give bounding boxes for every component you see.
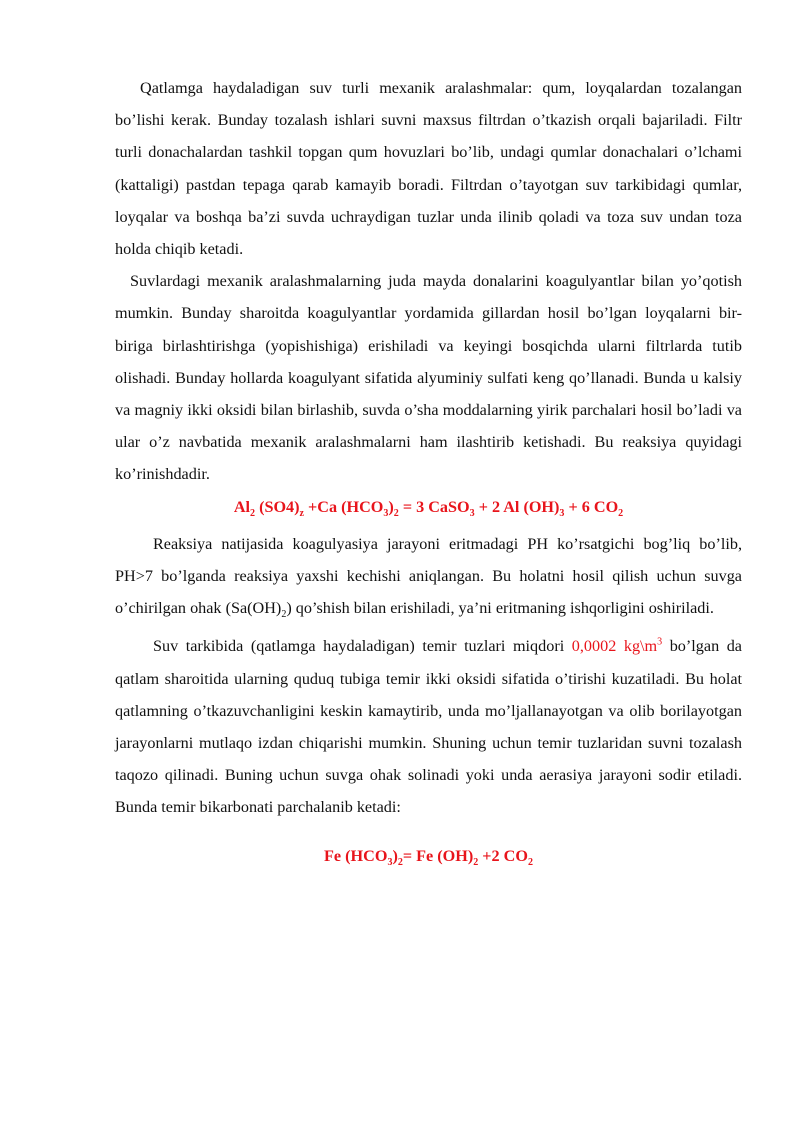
formula-subscript: 3 xyxy=(387,856,393,868)
iron-concentration-value: 0,0002 kg\m xyxy=(571,637,658,656)
unit-superscript: 3 xyxy=(657,637,663,649)
formula-subscript: 3 xyxy=(559,507,565,519)
formula-subscript: 2 xyxy=(527,856,533,868)
formula-part: + 6 CO xyxy=(564,497,619,516)
paragraph-text: Suv tarkibida (qatlamga haydaladigan) temir tuzlari miqdori xyxy=(153,637,572,656)
reaction-formula-iron-bicarbonate xyxy=(115,840,742,872)
paragraph-water-filtration: Qatlamga haydaladigan suv turli mexanik aralashmalar: qum, loyqalardan tozalangan bo’lishi kerak. Bunday tozalash ishlari suvni maxsus filtrdan o’tkazish orqali bajariladi. Filtr turli donachalardan tashkil topgan qum hovuzlari bo’lib, undagi qumlar donachalari o’lchami (kattaligi) pastdan tepaga qarab kamayib boradi. Filtrdan o’tayotgan suv tarkibidagi qumlar, loyqalar va boshqa ba’zi suvda uchraydigan tuzlar unda ilinib qoladi va toza suv undan toza holda chiqib ketadi. xyxy=(115,79,742,259)
formula-subscript: 2 xyxy=(397,856,403,868)
paragraph-iron-salts xyxy=(115,630,742,823)
formula-part: +2 CO xyxy=(478,846,528,865)
formula-subscript: 2 xyxy=(250,507,256,519)
formula-part: +Ca (HCO xyxy=(303,497,384,516)
formula-part: = 3 CaSO xyxy=(398,497,470,516)
paragraph-ph-reaction xyxy=(115,528,742,625)
formula-part: ) xyxy=(392,846,398,865)
formula-part: ) xyxy=(388,497,394,516)
formula-subscript: 2 xyxy=(473,856,479,868)
formula-part: + 2 Al (OH) xyxy=(474,497,560,516)
reaction-formula-aluminium-sulfate xyxy=(115,491,742,523)
formula-subscript: 3 xyxy=(383,507,389,519)
document-page xyxy=(115,72,742,872)
formula-part: Al xyxy=(233,497,250,516)
paragraph-text: bo’lgan da qatlam sharoitida ularning quduq tubiga temir ikki oksidi sifatida o’tirishi kuzatiladi. Bu holat qatlamning o’tkazuvchanligini keskin kamaytirib, unda mo’ljallanayotgan va olib borilayotgan jarayonlarni mutlaqo izdan chiqarishi mumkin. Shuning uchun temir tuzlaridan suvni tozalash taqozo qilinadi. Buning uchun suvga ohak solinadi yoki unda aerasiya jarayoni sodir etiladi. Bunda temir bikarbonati parchalanib ketadi: xyxy=(115,637,742,817)
paragraph-text: Reaksiya natijasida koagulyasiya jarayoni eritmadagi PH ko’rsatgichi bog’liq bo’lib, PH>7 bo’lganda reaksiya yaxshi kechishi aniqlangan. Bu holatni hosil qilish uchun suvga o’chirilgan ohak (Sa(OH) xyxy=(115,534,742,618)
formula-subscript: 2 xyxy=(393,507,399,519)
formula-subscript: 3 xyxy=(469,507,475,519)
formula-subscript: 2 xyxy=(281,609,287,621)
paragraph-text: ) qo’shish bilan erishiladi, ya’ni eritmaning ishqorligini oshiriladi. xyxy=(286,599,714,618)
formula-subscript: z xyxy=(299,507,304,519)
formula-subscript: 2 xyxy=(618,507,624,519)
formula-part: = Fe (OH) xyxy=(402,846,474,865)
formula-part: Fe (HCO xyxy=(324,846,388,865)
paragraph-coagulants: Suvlardagi mexanik aralashmalarning juda mayda donalarini koagulyantlar bilan yo’qotish mumkin. Bunday sharoitda koagulyantlar yordamida gillardan hosil bo’lgan loyqalarni bir-biriga birlashtirishga (yopishishiga) erishiladi va keyingi bosqichda ularni filtrlarda tutib olishadi. Bunday hollarda koagulyant sifatida alyuminiy sulfati keng qo’llanadi. Bunda u kalsiy va magniy ikki oksidi bilan birlashib, suvda o’sha moddalarning yirik parchalari hosil bo’ladi va ular o’z navbatida mexanik aralashmalarni ham ilashtirib ketishadi. Bu reaksiya quyidagi ko’rinishdadir. xyxy=(115,272,742,484)
formula-part: (SO4) xyxy=(255,497,300,516)
